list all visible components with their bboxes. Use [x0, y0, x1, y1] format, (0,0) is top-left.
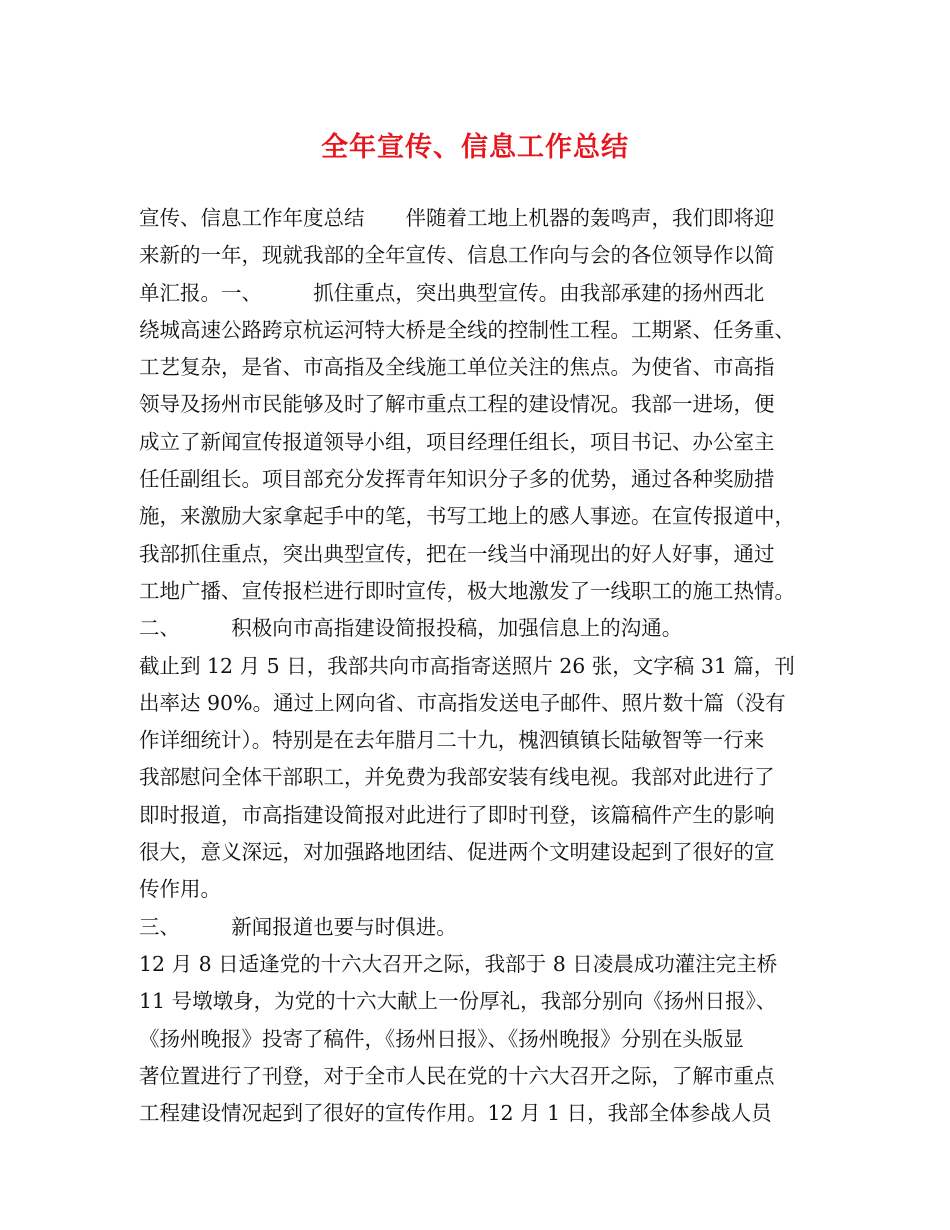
body-line: 绕城高速公路跨京杭运河特大桥是全线的控制性工程。工期紧、任务重、 [139, 317, 795, 342]
body-line: 很大，意义深远，对加强路地团结、促进两个文明建设起到了很好的宣 [139, 840, 775, 865]
body-line: 施，来激励大家拿起手中的笔，书写工地上的感人事迹。在宣传报道中， [139, 504, 795, 529]
body-line: 来新的一年，现就我部的全年宣传、信息工作向与会的各位领导作以简 [139, 243, 775, 268]
body-line: 宣传、信息工作年度总结 伴随着工地上机器的轰鸣声，我们即将迎 [139, 206, 775, 230]
body-line: 截止到 12 月 5 日，我部共向市高指寄送照片 26 张，文字稿 31 篇，刊 [139, 653, 795, 678]
body-line: 工艺复杂，是省、市高指及全线施工单位关注的焦点。为使省、市高指 [139, 355, 775, 380]
body-line: 三、 新闻报道也要与时俱进。 [139, 914, 457, 939]
body-line: 工地广播、宣传报栏进行即时宣传，极大地激发了一线职工的施工热情。 [139, 578, 795, 603]
body-line: 我部慰问全体干部职工，并免费为我部安装有线电视。我部对此进行了 [139, 765, 775, 790]
body-line: 工程建设情况起到了很好的宣传作用。12 月 1 日，我部全体参战人员 [139, 1101, 772, 1126]
body-line: 12 月 8 日适逢党的十六大召开之际，我部于 8 日凌晨成功灌注完主桥 [139, 951, 778, 976]
body-line: 《扬州晚报》投寄了稿件，《扬州日报》、《扬州晚报》分别在头版显 [139, 1026, 744, 1051]
body-line: 作详细统计）。特别是在去年腊月二十九，槐泗镇镇长陆敏智等一行来 [139, 728, 765, 753]
body-line: 成立了新闻宣传报道领导小组，项目经理任组长，项目书记、办公室主 [139, 429, 775, 454]
body-line: 二、 积极向市高指建设简报投稿，加强信息上的沟通。 [139, 616, 683, 641]
document-body [139, 200, 829, 1132]
body-line: 11 号墩墩身，为党的十六大献上一份厚礼，我部分别向《扬州日报》、 [139, 989, 777, 1014]
body-line: 即时报道，市高指建设简报对此进行了即时刊登，该篇稿件产生的影响 [139, 802, 775, 827]
body-line: 著位置进行了刊登，对于全市人民在党的十六大召开之际，了解市重点 [139, 1063, 775, 1088]
body-line: 领导及扬州市民能够及时了解市重点工程的建设情况。我部一进场，便 [139, 392, 775, 417]
body-line: 我部抓住重点，突出典型宣传，把在一线当中涌现出的好人好事，通过 [139, 541, 775, 566]
body-line: 传作用。 [139, 877, 221, 902]
document-title: 全年宣传、信息工作总结 [321, 132, 629, 163]
body-line: 任任副组长。项目部充分发挥青年知识分子多的优势，通过各种奖励措 [139, 467, 775, 492]
body-line: 出率达 90%。通过上网向省、市高指发送电子邮件、照片数十篇（没有 [139, 690, 786, 715]
body-line: 单汇报。一、 抓住重点，突出典型宣传。由我部承建的扬州西北 [139, 280, 765, 305]
